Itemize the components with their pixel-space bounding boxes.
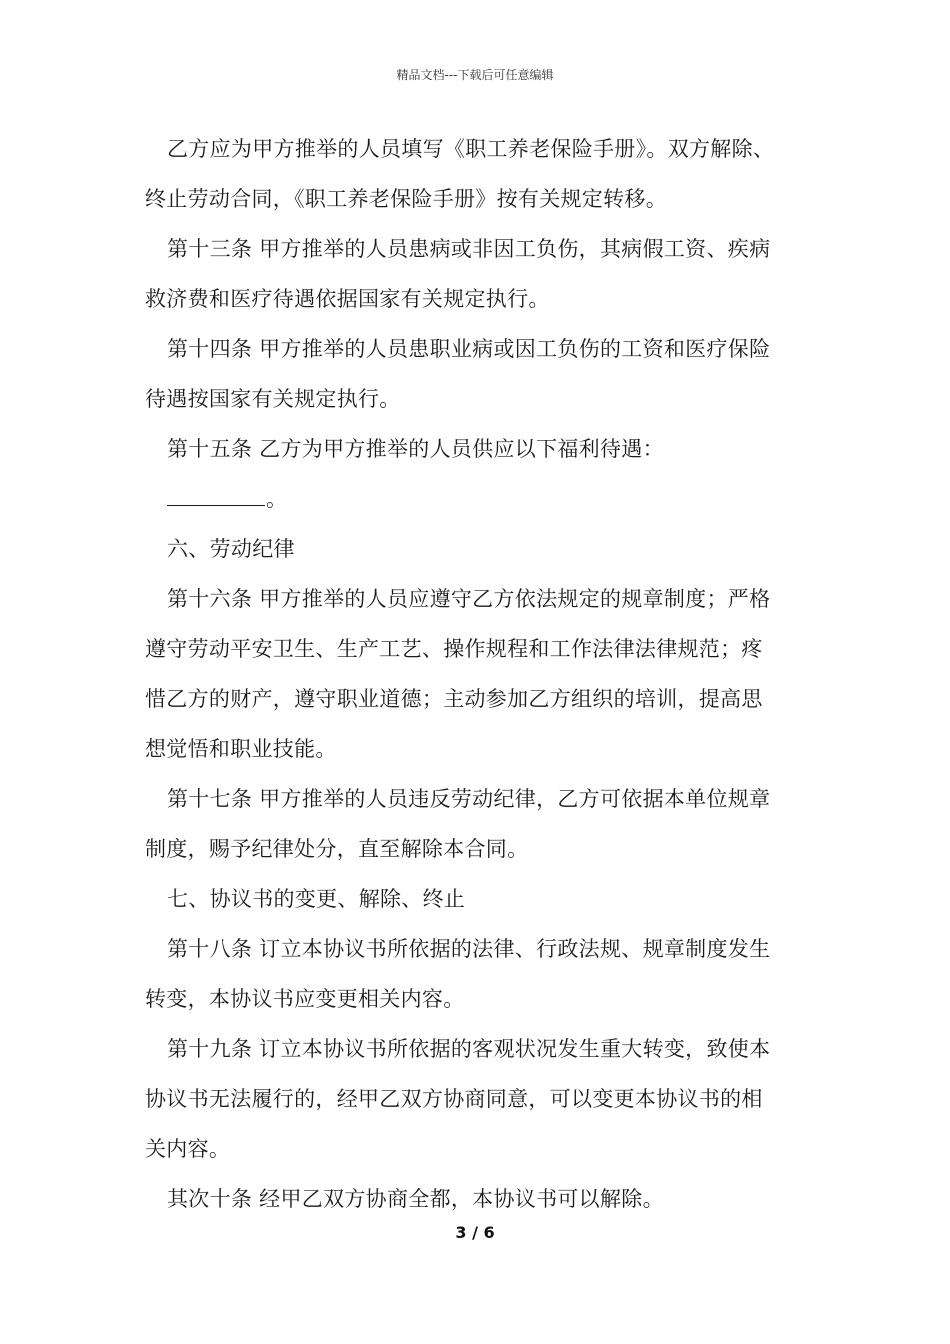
text-line: 第十三条 甲方推举的人员患病或非因工负伤，其病假工资、疾病 bbox=[167, 237, 771, 261]
text-line: 第十九条 订立本协议书所依据的客观状况发生重大转变，致使本 bbox=[167, 1037, 771, 1061]
section-heading-6 bbox=[145, 524, 813, 574]
text-line: 第十七条 甲方推举的人员违反劳动纪律，乙方可依据本单位规章 bbox=[167, 787, 771, 811]
text-line: 遵守劳动平安卫生、生产工艺、操作规程和工作法律法律规范；疼 bbox=[145, 637, 763, 661]
text-line: 协议书无法履行的，经甲乙双方协商同意，可以变更本协议书的相 bbox=[145, 1087, 763, 1111]
section-heading-7 bbox=[145, 874, 813, 924]
text-line: 待遇按国家有关规定执行。 bbox=[145, 387, 401, 411]
article-13 bbox=[145, 224, 813, 324]
paragraph bbox=[145, 124, 813, 224]
article-17 bbox=[145, 774, 813, 874]
text-line: 。 bbox=[266, 487, 288, 511]
text-line: 终止劳动合同，《职工养老保险手册》按有关规定转移。 bbox=[145, 187, 667, 211]
blank-underline bbox=[167, 483, 265, 506]
article-16 bbox=[145, 574, 813, 774]
article-14 bbox=[145, 324, 813, 424]
text-line: 乙方应为甲方推举的人员填写《职工养老保险手册》。双方解除、 bbox=[167, 137, 775, 161]
blank-fill-line bbox=[145, 474, 813, 524]
text-line: 第十四条 甲方推举的人员患职业病或因工负伤的工资和医疗保险 bbox=[167, 337, 771, 361]
text-line: 第十八条 订立本协议书所依据的法律、行政法规、规章制度发生 bbox=[167, 937, 771, 961]
text-line: 六、劳动纪律 bbox=[167, 537, 295, 561]
text-line: 救济费和医疗待遇依据国家有关规定执行。 bbox=[145, 287, 550, 311]
text-line: 七、协议书的变更、解除、终止 bbox=[167, 887, 466, 911]
article-18 bbox=[145, 924, 813, 1024]
article-19 bbox=[145, 1024, 813, 1174]
article-20 bbox=[145, 1174, 813, 1224]
article-15 bbox=[145, 424, 813, 474]
text-line: 关内容。 bbox=[145, 1137, 231, 1161]
text-line: 想觉悟和职业技能。 bbox=[145, 737, 337, 761]
text-line: 制度，赐予纪律处分，直至解除本合同。 bbox=[145, 837, 529, 861]
text-line: 其次十条 经甲乙双方协商全都，本协议书可以解除。 bbox=[167, 1187, 664, 1211]
text-line: 转变，本协议书应变更相关内容。 bbox=[145, 987, 465, 1011]
text-line: 惜乙方的财产，遵守职业道德；主动参加乙方组织的培训，提高思 bbox=[145, 687, 763, 711]
document-body bbox=[145, 124, 813, 1224]
page-header: 精品文档---下载后可任意编辑 bbox=[396, 68, 554, 82]
page-number: 3 / 6 bbox=[455, 1223, 495, 1242]
text-line: 第十五条 乙方为甲方推举的人员供应以下福利待遇： bbox=[167, 437, 664, 461]
text-line: 第十六条 甲方推举的人员应遵守乙方依法规定的规章制度；严格 bbox=[167, 587, 771, 611]
